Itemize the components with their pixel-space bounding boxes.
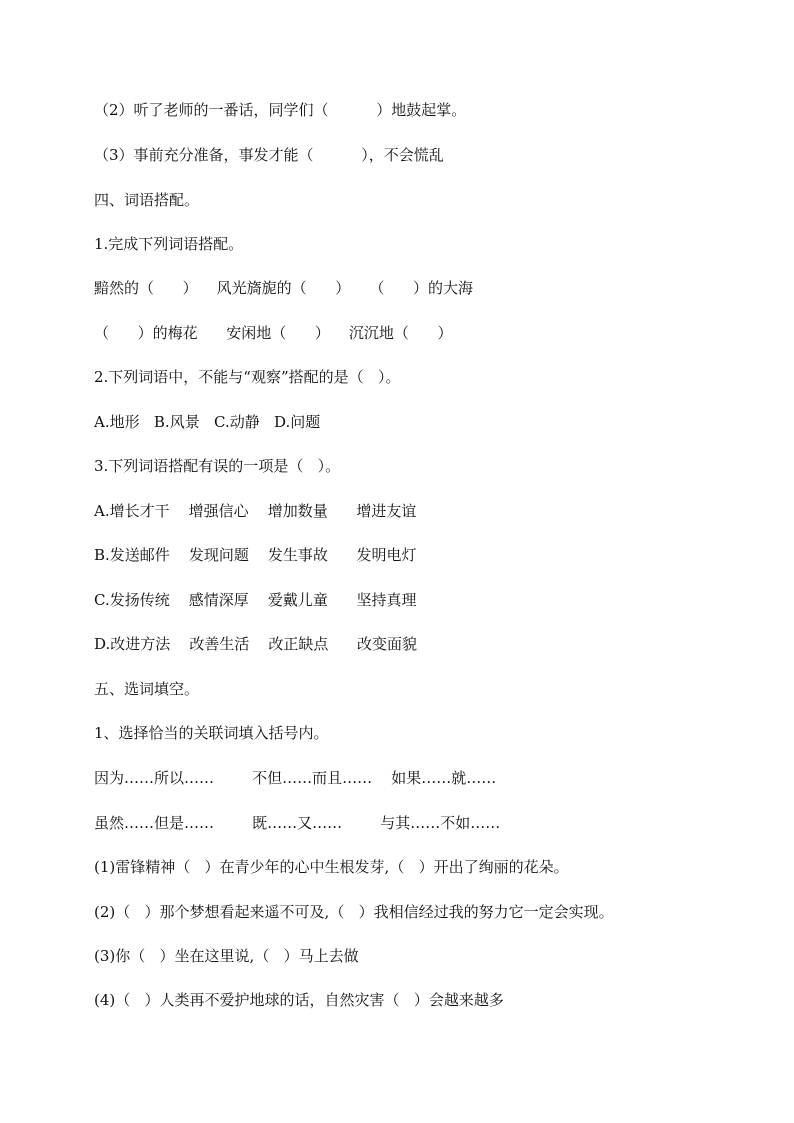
fill-sentence-3: (3)你（ ）坐在这里说,（ ）马上去做 <box>94 947 359 965</box>
section-5-heading: 五、选词填空。 <box>94 680 200 698</box>
fill-sentence-4: (4)（ ）人类再不爱护地球的话，自然灾害（ ）会越来越多 <box>94 991 504 1009</box>
task-1-prompt: 1.完成下列词语搭配。 <box>94 235 244 253</box>
task-3-option-b: B.发送邮件 发现问题 发生事故 发明电灯 <box>94 546 417 564</box>
fill-task-1-prompt: 1、选择恰当的关联词填入括号内。 <box>94 724 329 742</box>
task-2-options: A.地形 B.风景 C.动静 D.问题 <box>94 413 321 431</box>
collocation-row-2: （ ）的梅花 安闲地（ ） 沉沉地（ ） <box>94 324 453 342</box>
task-3-option-a: A.增长才干 增强信心 增加数量 增进友谊 <box>94 502 417 520</box>
fill-sentence-2: (2)（ ）那个梦想看起来遥不可及,（ ）我相信经过我的努力它一定会实现。 <box>94 903 614 921</box>
section-4-heading: 四、词语搭配。 <box>94 191 200 209</box>
task-3-option-c: C.发扬传统 感情深厚 爱戴儿童 坚持真理 <box>94 591 417 609</box>
task-2-prompt: 2.下列词语中，不能与“观察”搭配的是（ ）。 <box>94 368 401 386</box>
conjunction-options-row-2: 虽然……但是…… 既……又…… 与其……不如…… <box>94 814 501 832</box>
question-2-line: （2）听了老师的一番话，同学们（ ）地鼓起掌。 <box>94 101 467 119</box>
task-3-option-d: D.改进方法 改善生活 改正缺点 改变面貌 <box>94 635 418 653</box>
fill-sentence-1: (1)雷锋精神（ ）在青少年的心中生根发芽,（ ）开出了绚丽的花朵。 <box>94 858 569 876</box>
task-3-prompt: 3.下列词语搭配有误的一项是（ ）。 <box>94 457 341 475</box>
collocation-row-1: 黯然的（ ） 风光旖旎的（ ） （ ）的大海 <box>94 279 473 297</box>
conjunction-options-row-1: 因为……所以…… 不但……而且…… 如果……就…… <box>94 769 497 787</box>
question-3-line: （3）事前充分准备，事发才能（ ），不会慌乱 <box>94 146 444 164</box>
